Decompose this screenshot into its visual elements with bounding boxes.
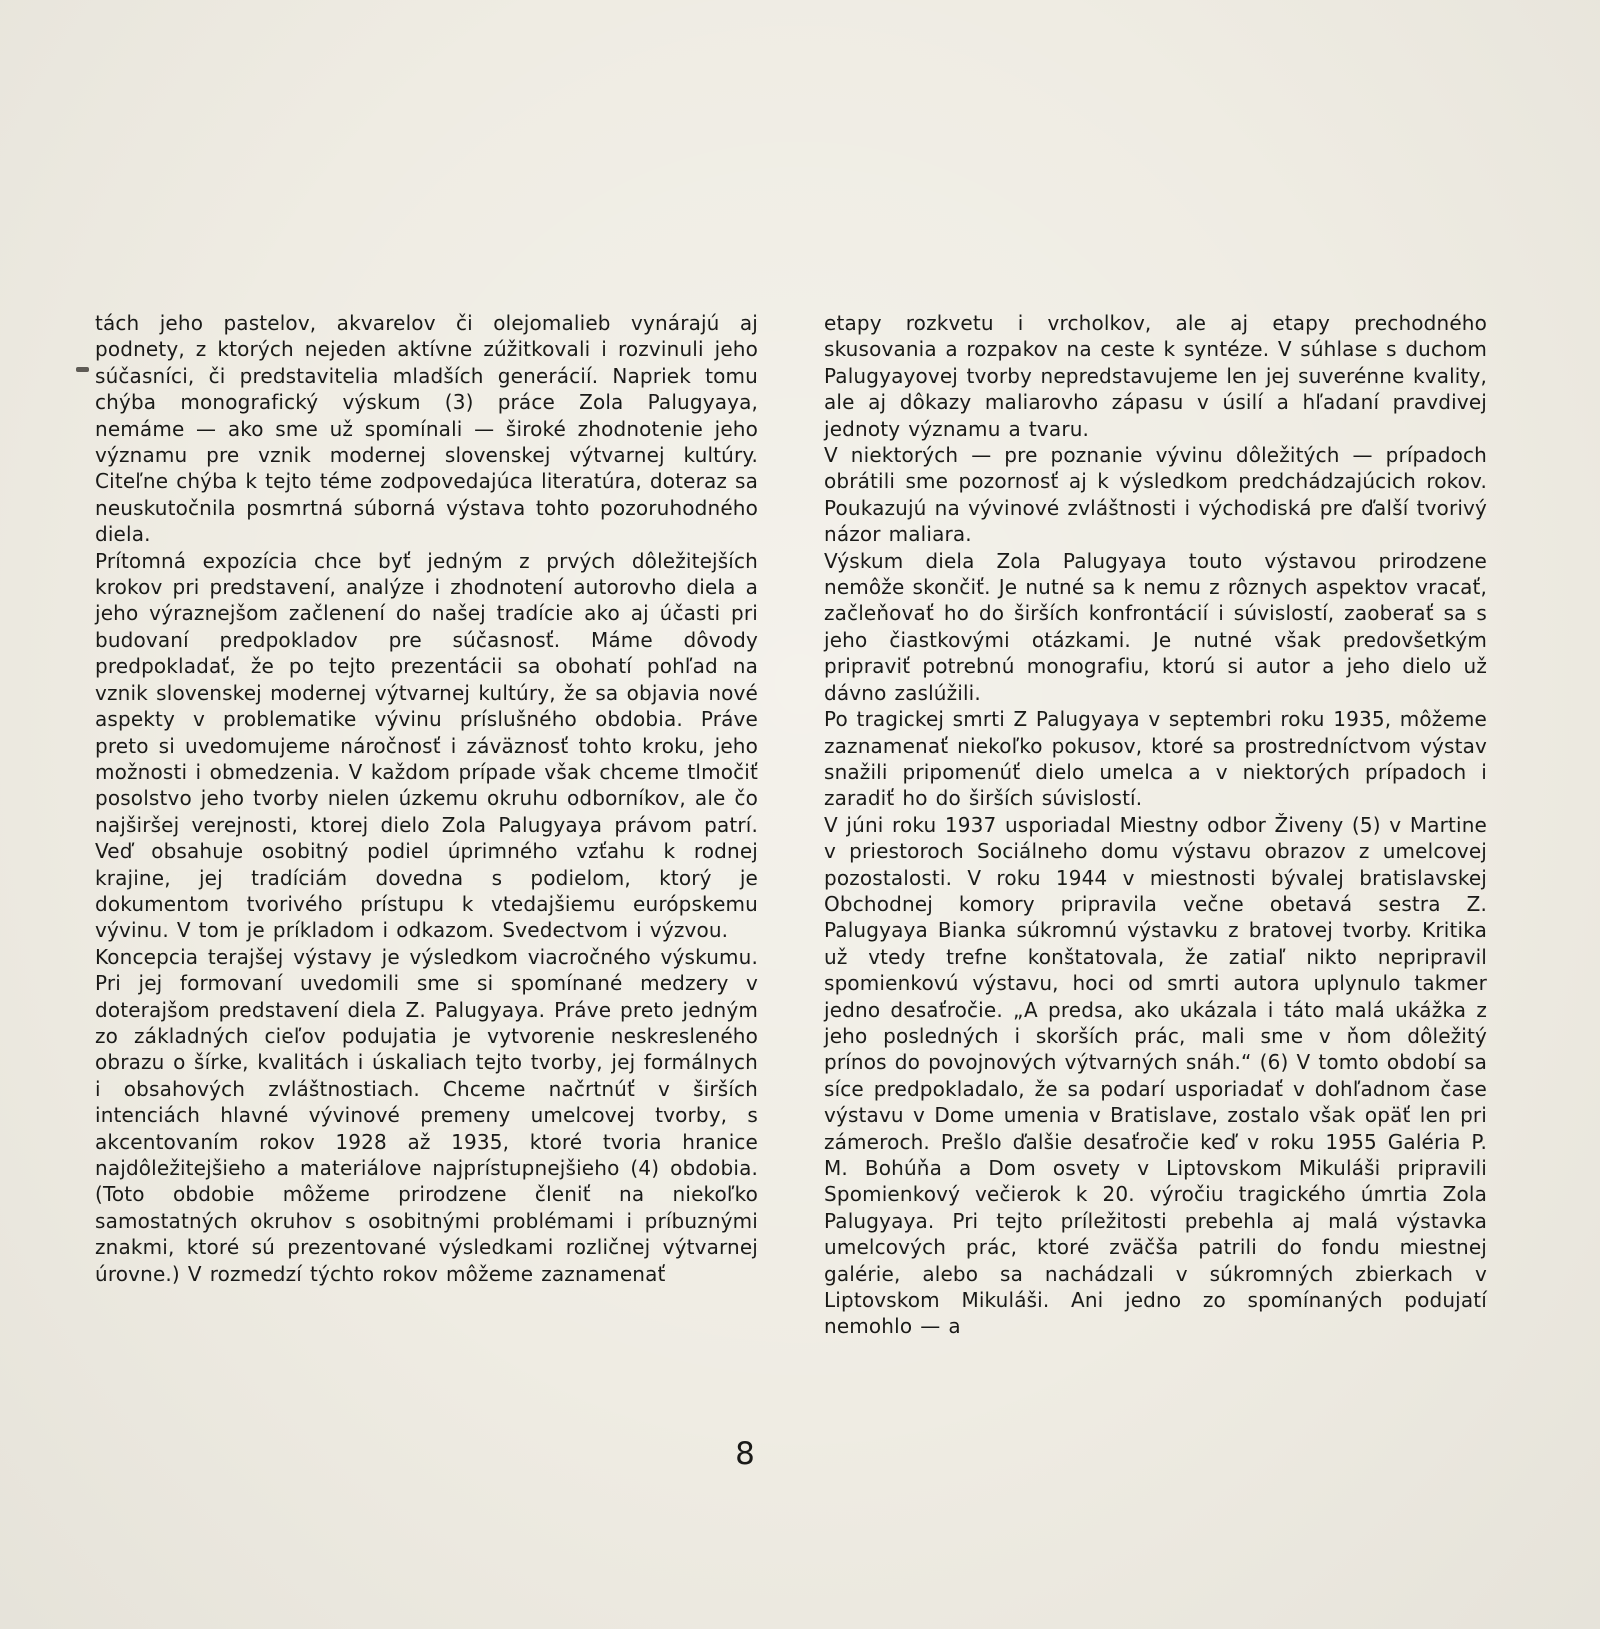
right-column <box>824 310 1487 1340</box>
page-number: 8 <box>735 1436 755 1472</box>
text-columns <box>95 310 1487 1340</box>
paragraph: V niektorých — pre poznanie vývinu dôležitých — prípadoch obrátili sme pozornosť aj k výsledkom predchádzajúcich rokov. Poukazujú na vývinové zvláštnosti i východiská pre ďalší tvorivý názor maliara. <box>824 443 1487 547</box>
scan-speck <box>76 367 89 372</box>
paragraph: Po tragickej smrti Z Palugyaya v septembri roku 1935, môžeme zaznamenať niekoľko pokusov, ktoré sa prostredníctvom výstav snažili pripomenúť dielo umelca a v niektorých prípadoch i zaradiť ho do širších súvislostí. <box>824 707 1487 811</box>
paragraph: tách jeho pastelov, akvarelov či olejomalieb vynárajú aj podnety, z ktorých nejeden aktívne zúžitkovali i rozvinuli jeho súčasníci, či predstavitelia mladších generácií. Napriek tomu chýba monografický výskum (3) práce Zola Palugyaya, nemáme — ako sme už spomínali — široké zhodnotenie jeho významu pre vznik modernej slovenskej výtvarnej kultúry. Citeľne chýba k tejto téme zodpovedajúca literatúra, doteraz sa neuskutočnila posmrtná súborná výstava tohto pozoruhodného diela. <box>95 311 758 547</box>
left-column <box>95 310 758 1340</box>
paragraph: V júni roku 1937 usporiadal Miestny odbor Živeny (5) v Martine v priestoroch Sociálneho domu výstavu obrazov z umelcovej pozostalosti. V roku 1944 v miestnosti bývalej bratislavskej Obchodnej komory pripravila večne obetavá sestra Z. Palugyaya Bianka súkromnú výstavku z bratovej tvorby. Kritika už vtedy trefne konštatovala, že zatiaľ nikto nepripravil spomienkovú výstavu, hoci od smrti autora uplynulo takmer jedno desaťročie. „A predsa, ako ukázala i táto malá ukážka z jeho posledných i skorších prác, mali sme v ňom dôležitý prínos do povojnových výtvarných snáh.“ (6) V tomto období sa síce predpokladalo, že sa podarí usporiadať v dohľadnom čase výstavu v Dome umenia v Bratislave, zostalo však opäť len pri zámeroch. Prešlo ďalšie desaťročie keď v roku 1955 Galéria P. M. Bohúňa a Dom osvety v Liptovskom Mikuláši pripravili Spomienkový večierok k 20. výročiu tragického úmrtia Zola Palugyaya. Pri tejto príležitosti prebehla aj malá výstavka umelcových prác, ktoré zväčša patrili do fondu miestnej galérie, alebo sa nachádzali v súkromných zbierkach v Liptovskom Mikuláši. Ani jedno zo spomínaných podujatí nemohlo — a <box>824 812 1487 1339</box>
paragraph: Výskum diela Zola Palugyaya touto výstavou prirodzene nemôže skončiť. Je nutné sa k nemu z rôznych aspektov vracať, začleňovať ho do širších konfrontácií i súvislostí, zaoberať sa s jeho čiastkovými otázkami. Je nutné však predovšetkým pripraviť potrebnú monografiu, ktorú si autor a jeho dielo už dávno zaslúžili. <box>824 548 1487 705</box>
paragraph: Prítomná expozícia chce byť jedným z prvých dôležitejších krokov pri predstavení, analýze i zhodnotení autorovho diela a jeho výraznejšom začlenení do našej tradície ako aj účasti pri budovaní predpokladov pre súčasnosť. Máme dôvody predpokladať, že po tejto prezentácii sa obohatí pohľad na vznik slovenskej modernej výtvarnej kultúry, že sa objavia nové aspekty v problematike vývinu príslušného obdobia. Práve preto si uvedomujeme náročnosť i záväznosť tohto kroku, jeho možnosti i obmedzenia. V každom prípade však chceme tlmočiť posolstvo jeho tvorby nielen úzkemu okruhu odborníkov, ale čo najširšej verejnosti, ktorej dielo Zola Palugyaya právom patrí. Veď obsahuje osobitný podiel úprimného vzťahu k rodnej krajine, jej tradíciám dovedna s podielom, ktorý je dokumentom tvorivého prístupu k vtedajšiemu európskemu vývinu. V tom je príkladom i odkazom. Svedectvom i výzvou. <box>95 548 758 943</box>
paragraph: Koncepcia terajšej výstavy je výsledkom viacročného výskumu. Pri jej formovaní uvedomili sme si spomínané medzery v doterajšom predstavení diela Z. Palugyaya. Práve preto jedným zo základných cieľov podujatia je vytvorenie neskresleného obrazu o šírke, kvalitách i úskaliach tejto tvorby, jej formálnych i obsahových zvláštnostiach. Chceme načrtnúť v širších intenciách hlavné vývinové premeny umelcovej tvorby, s akcentovaním rokov 1928 až 1935, ktoré tvoria hranice najdôležitejšieho a materiálove najprístupnejšieho (4) obdobia. (Toto obdobie môžeme prirodzene členiť na niekoľko samostatných okruhov s osobitnými problémami i príbuznými znakmi, ktoré sú prezentované výsledkami rozličnej výtvarnej úrovne.) V rozmedzí týchto rokov môžeme zaznamenať <box>95 944 758 1286</box>
paragraph: etapy rozkvetu i vrcholkov, ale aj etapy prechodného skusovania a rozpakov na ceste k syntéze. V súhlase s duchom Palugyayovej tvorby nepredstavujeme len jej suverénne kvality, ale aj dôkazy maliarovho zápasu v úsilí a hľadaní pravdivej jednoty významu a tvaru. <box>824 311 1487 441</box>
